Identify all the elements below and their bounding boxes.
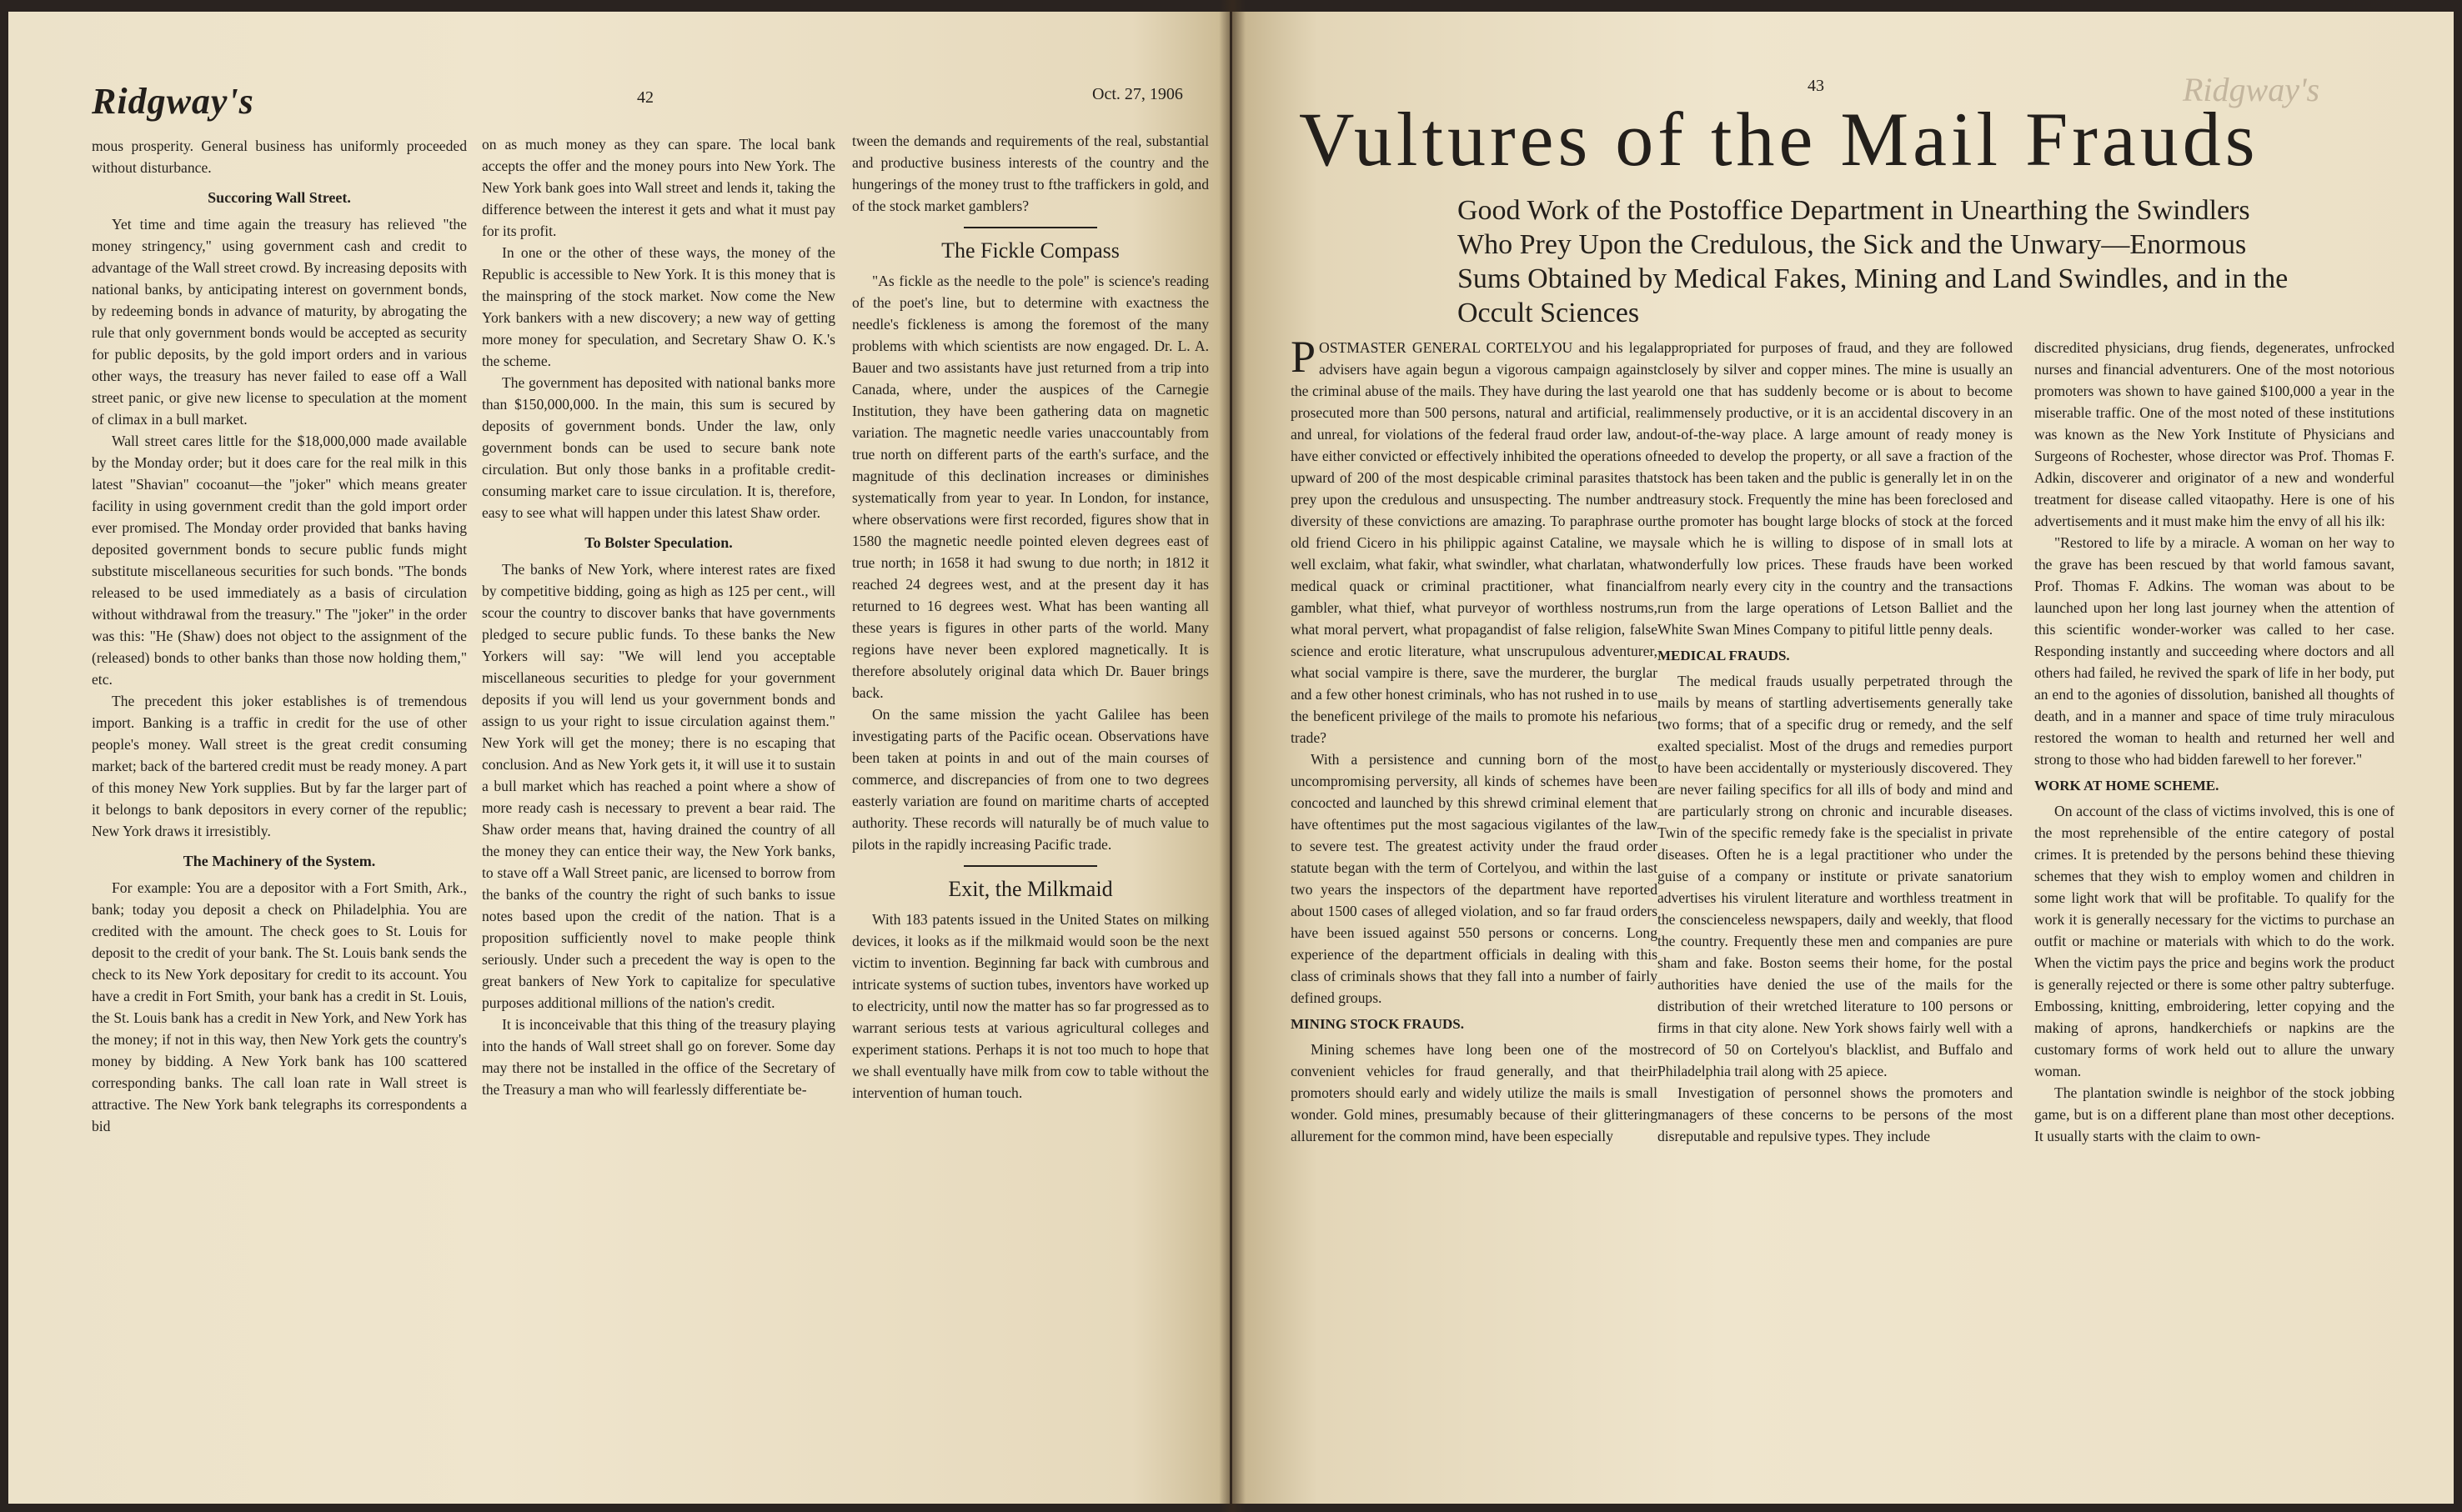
section-title: The Fickle Compass xyxy=(941,238,1120,263)
right-page xyxy=(1232,12,2454,1504)
right-column-1 xyxy=(1291,332,1657,1147)
article-headline: Vultures of the Mail Frauds xyxy=(1299,97,2259,182)
paragraph: The government has deposited with national banks more than $150,000,000. In the main, this sum is secured by deposits of government bonds. Under the law, only government bonds can be used to secure bank note circulation. But only those banks in a profitable credit-consuming market care to issue circulation. It is, therefore, easy to see what will happen under this latest Shaw order. xyxy=(482,374,835,521)
paragraph: "Restored to life by a miracle. A woman on her way to the grave has been rescued by that world famous savant, Prof. Thomas F. Adkins. The woman was about to be launched upon her long last journey when the attention of this scientific wonder-worker was called to her case. Responding instantly and succeeding where doctors and all others had failed, he revived the spark of life in her body, put an end to the agonies of dissolution, banished all thoughts of death, and in a manner and space of time truly miraculous restored the woman to health and returned her well and strong to those who had bidden farewell to her forever." xyxy=(2034,534,2394,768)
drop-cap: P xyxy=(1291,332,1316,382)
ghost-logo: Ridgway's xyxy=(2183,71,2320,108)
subheading: Succoring Wall Street. xyxy=(208,189,351,206)
left-column-3 xyxy=(852,130,1209,1104)
masthead-logo: Ridgway's xyxy=(92,81,254,122)
section-title: Exit, the Milkmaid xyxy=(948,877,1113,901)
paragraph: on as much money as they can spare. The local bank accepts the offer and the money pours into New York. The New York bank goes into Wall street and lends it, taking the difference between the interest it gets and what it must pay for its profit. xyxy=(482,136,835,239)
paragraph: With a persistence and cunning born of the most uncompromising perversity, all kinds of schemes have been concocted and launched by this shrewd criminal element that have oftentimes put the most sagacious vigilantes of the law to severe test. The greatest activity under the fraud order statute began with the term of Cortelyou, and within the last two years the inspectors of the department have reported about 1500 cases of alleged violation, and so far fraud orders have been issued against 550 persons or concerns. Long experience of the department officials in dealing with this class of criminals shows that they fall into a number of fairly defined groups. xyxy=(1291,751,1657,1006)
page-number-left: 42 xyxy=(637,88,654,107)
issue-date: Oct. 27, 1906 xyxy=(1092,85,1183,103)
subheading: MINING STOCK FRAUDS. xyxy=(1291,1016,1464,1032)
paragraph: "As fickle as the needle to the pole" is science's reading of the poet's line, but to determine with exactness the needle's fickleness is among the foremost of the many problems with which scientists are now engaged. Dr. L. A. Bauer and two assistants have just returned from a trip into Canada, where, under the auspices of the Carnegie Institution, they have been gathering data on magnetic variation. The magnetic needle varies unaccountably from true north on different parts of the earth's surface, and the magnitude of this declination increases or diminishes systematically from year to year. In London, for instance, where observations were first recorded, figures show that in 1580 the magnetic needle pointed eleven degrees east of true north; in 1658 it had swung to due north; in 1812 it reached 24 degrees west, and at the present day it has returned to 16 degrees west. What has been wanting all these years is figures in other parts of the world. Many regions have never been explored magnetically. It is therefore absolutely original data which Dr. Bauer brings back. xyxy=(852,273,1209,701)
paragraph: The banks of New York, where interest rates are fixed by competitive bidding, going as high as 125 per cent., will scour the country to discover banks that have governments pledged to secure public funds. To these banks the New Yorkers will say: "We will lend you acceptable miscellaneous securities to pledge for your government deposits if you will lend us your government bonds and assign to us your right to issue circulation against them." New York will get the money; there is no escaping that conclusion. And as New York gets it, it will use it to sustain a bull market which has reached a point where a show of more ready cash is necessary to prevent a bear raid. The Shaw order means that, having drained the country of all the money they can entice their way, the New York banks, to stave off a Wall Street panic, are licensed to borrow from the banks of the country the right of such banks to issue notes based upon the credit of the nation. That is a proposition sufficiently novel to make people think seriously. Under such a precedent the way is open to the great bankers of New York to capitalize for speculative purposes additional millions of the nation's credit. xyxy=(482,561,835,1011)
subheading: MEDICAL FRAUDS. xyxy=(1657,648,1790,663)
paragraph: For example: You are a depositor with a Fort Smith, Ark., bank; today you deposit a check on Philadelphia. You are credited with the amount. The check goes to St. Louis for deposit to the credit of your bank. The St. Louis bank sends the check to its New York depositary for credit to its account. You have a credit in Fort Smith, your bank has a credit in St. Louis, the St. Louis bank has a credit in New York, and New York has the money; if not in this way, then New York gets the country's money by bidding. A New York bank has 100 scattered corresponding banks. The call loan rate in Wall street is attractive. The New York bank telegraphs its correspondents a bid xyxy=(92,879,467,1134)
paragraph xyxy=(1291,332,1657,748)
paragraph: On the same mission the yacht Galilee has been investigating parts of the Pacific ocean. Observations have been taken at points in and out of the main courses of commerce, and discrepancies of from one to two degrees easterly variation are found on maritime charts of accepted authority. These records will naturally be of much value to pilots in the rapidly increasing Pacific trade. xyxy=(852,706,1209,853)
paragraph: The plantation swindle is neighbor of the stock jobbing game, but is on a different plane than most other deceptions. It usually starts with the claim to own- xyxy=(2034,1084,2394,1144)
article-deck: Good Work of the Postoffice Department in Unearthing the Swindlers Who Prey Upon the Credulous, the Sick and the Unwary—Enormous Sums Obtained by Medical Fakes, Mining and Land Swindles, and in the Occult Sciences xyxy=(1457,195,2289,328)
paragraph: tween the demands and requirements of the real, substantial and productive business interests of the country and the hungerings of the money trust to fthe traffickers in gold, and of the stock market gamblers? xyxy=(852,133,1209,214)
paragraph: With 183 patents issued in the United States on milking devices, it looks as if the milkmaid would soon be the next victim to invention. Beginning far back with cumbrous and intricate systems of suction tubes, inventors have worked up to electricity, until now the matter has so far progressed as to warrant serious tests at various agricultural colleges and experiment stations. Perhaps it is not too much to hope that we shall eventually have milk from cow to table without the intervention of human touch. xyxy=(852,911,1209,1101)
paragraph-text: OSTMASTER GENERAL CORTELYOU and his legal advisers have again begun a vigorous campaign against the criminal abuse of the mails. They have during the last year prosecuted more than 500 persons, natural and artificial, real and unreal, for violations of the federal fraud order law, and have either convicted or effectively inhibited the operations of upward of 200 of the most despicable criminal parasites that prey upon the credulous and unsuspecting. The number and diversity of these convictions are amazing. To paraphrase our old friend Cicero in his philippic against Cataline, we may well exclaim, what fakir, what swindler, what charlatan, what medical quack or criminal practitioner, what financial gambler, what thief, what purveyor of worthless nostrums, what moral pervert, what propagandist of false religion, false science and erotic literature, what unscrupulous adventurer, what social vampire is there, save the murderer, the burglar and a few other honest criminals, who has not rushed in to use the beneficent privilege of the mails to promote his nefarious trade? xyxy=(1291,339,1657,746)
book-gutter xyxy=(1219,0,1246,1512)
subheading: To Bolster Speculation. xyxy=(584,534,733,551)
left-page xyxy=(8,12,1230,1504)
paragraph: It is inconceivable that this thing of the treasury playing into the hands of Wall street shall go on forever. Some day may there not be installed in the office of the Secretary of the Treasury a man who will fearlessly differentiate be- xyxy=(482,1016,835,1098)
left-column-2 xyxy=(482,133,835,1100)
paragraph: Mining schemes have long been one of the most convenient vehicles for fraud generally, and that their promoters should early and widely utilize the mails is small wonder. Gold mines, presumably because of their glittering allurement for the common mind, have been especially xyxy=(1291,1041,1657,1144)
page-number-right: 43 xyxy=(1808,77,1824,95)
subheading: The Machinery of the System. xyxy=(183,853,376,869)
paragraph: Wall street cares little for the $18,000,000 made available by the Monday order; but it does care for the real milk in this latest "Shavian" cocoanut—the "joker" which means greater facility in using government credit than the gold import order ever promised. The Monday order provided that banks having deposited government bonds to secure public funds might substitute miscellaneous securities for such bonds. "The bonds released to be used immediately as a basis of circulation without withdrawal from the treasury." The "joker" in the order was this: "He (Shaw) does not object to the assignment of the (released) bonds to other banks than those now holding them," etc. xyxy=(92,433,467,688)
section-rule xyxy=(964,227,1097,228)
paragraph: appropriated for purposes of fraud, and they are followed closely by silver and copper mines. The mine is usually an old one that has suddenly become or is about to become immensely productive, or it is an accidental discovery in an out-of-the-way place. A large amount of ready money is needed to develop the property, or all save a fraction of the stock has been taken and the public is generally let in on the treasury stock. Frequently the mine has been foreclosed and the promoter has bought large blocks of stock at the forced sale which he is willing to dispose of in small lots at wonderfully low prices. These frauds have been worked from nearly every city in the country and the transactions run from the large operations of Letson Balliet and the White Swan Mines Company to pitiful little penny deals. xyxy=(1657,339,2013,638)
paragraph: mous prosperity. General business has uniformly proceeded without disturbance. xyxy=(92,138,467,176)
subheading: WORK AT HOME SCHEME. xyxy=(2034,778,2219,794)
paragraph: The medical frauds usually perpetrated through the mails by means of startling advertisements generally take two forms; that of a specific drug or remedy, and the self exalted specialist. Most of the drugs and remedies purport to have been accidentally or mysteriously discovered. They are never failing specifics for all ills of body and mind and are particularly strong on chronic and incurable diseases. Twin of the specific remedy fake is the specialist in private diseases. Often he is a legal practitioner who under the guise of a company or institute or private sanatorium advertises his virulent literature and worthless treatment in the conscienceless newspapers, daily and weekly, that flood the country. Frequently these men and companies are pure sham and fake. Boston seems their home, for the postal authorities have denied the use of the mails for the distribution of their wretched literature to 100 persons or firms in that city alone. New York shows fairly well with a record of 50 on Cortelyou's blacklist, and Buffalo and Philadelphia trail along with 25 apiece. xyxy=(1657,673,2013,1079)
paragraph: On account of the class of victims involved, this is one of the most reprehensible of the entire category of postal crimes. It is pretended by the persons behind these thieving schemes that they wish to employ women and children in some light work that will be profitable. To qualify for the work it is generally necessary for the victims to purchase an outfit or machine or materials with which to do the work. When the victim pays the price and begins work the product is generally rejected or there is some other paltry subterfuge. Embossing, knitting, embroidering, letter copying and the making of aprons, handkerchiefs or napkins are the customary forms of work held out to allure the unwary woman. xyxy=(2034,803,2394,1079)
paragraph: Investigation of personnel shows the promoters and managers of these concerns to be persons of the most disreputable and repulsive types. They include xyxy=(1657,1084,2013,1144)
right-column-2 xyxy=(1657,337,2013,1147)
paragraph: The precedent this joker establishes is of tremendous import. Banking is a traffic in credit for the use of other people's money. Wall street is the great credit consuming market; back of the bartered credit must be ready money. A part of this money New York supplies. But by far the larger part of it belongs to bank depositors in every corner of the republic; New York draws it irresistibly. xyxy=(92,693,467,839)
right-column-3 xyxy=(2034,337,2394,1147)
paragraph: Yet time and time again the treasury has relieved "the money stringency," using government cash and credit to advantage of the Wall street crowd. By increasing deposits with national banks, by anticipating interest on government bonds, by redeeming bonds in advance of maturity, by abrogating the rule that only government bonds would be accepted as security for public deposits, by the gold import orders and in various other ways, the treasury has never failed to ease off a Wall street panic, or give new license to speculation at the moment of climax in a bull market. xyxy=(92,216,467,428)
paragraph: discredited physicians, drug fiends, degenerates, unfrocked nurses and financial adventurers. One of the most notorious promoters was shown to have gained $100,000 a year in the miserable traffic. One of the most noted of these institutions was known as the New York Institute of Physicians and Surgeons of Rochester, whose director was Prof. Thomas F. Adkin, discoverer and originator of a new and wonderful treatment for disease called vitaopathy. Here is one of his advertisements and it must make him the envy of all his ilk: xyxy=(2034,339,2394,529)
paragraph: In one or the other of these ways, the money of the Republic is accessible to New York. It is this money that is the mainspring of the stock market. Now come the New York bankers with a new discovery; a new way of getting more money for speculation, and Secretary Shaw O. K.'s the scheme. xyxy=(482,244,835,369)
left-column-1 xyxy=(92,135,467,1137)
section-rule xyxy=(964,865,1097,867)
